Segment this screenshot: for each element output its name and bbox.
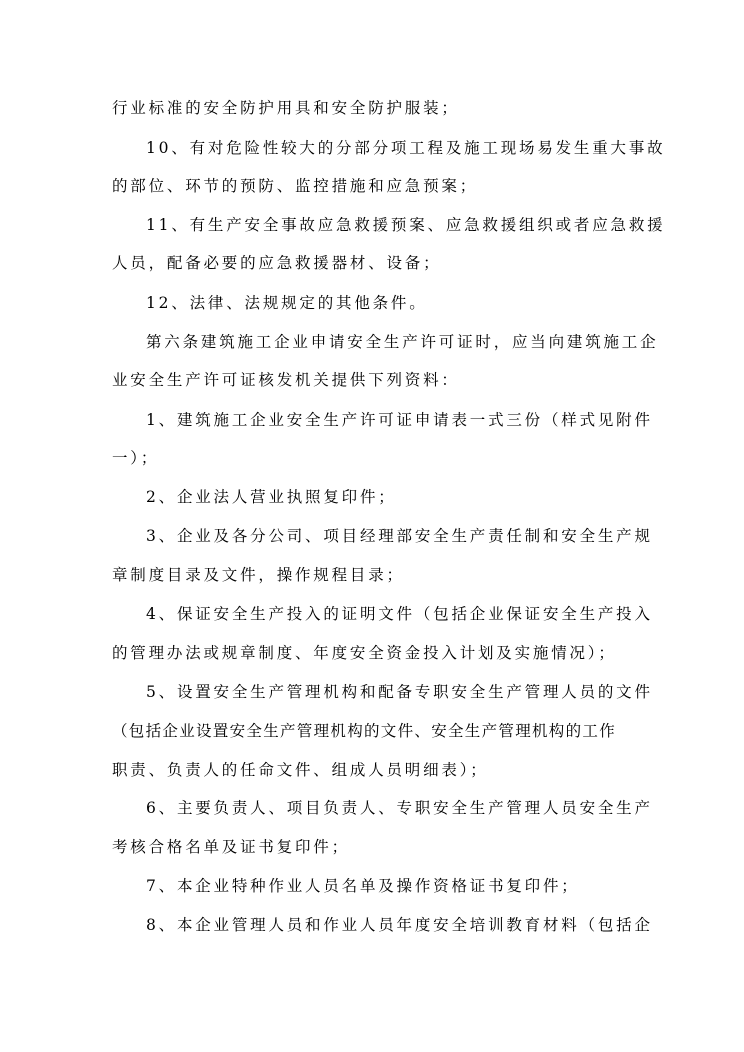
text-line: 人员，配备必要的应急救援器材、设备； — [112, 254, 442, 272]
text-line: （包括企业设置安全生产管理机构的文件、安全生产管理机构的工作 — [112, 722, 617, 740]
text-line: 8、本企业管理人员和作业人员年度安全培训教育材料（包括企 — [146, 916, 653, 934]
text-line: 一）； — [112, 449, 160, 467]
text-line: 2、企业法人营业执照复印件； — [146, 488, 397, 506]
text-line: 6、主要负责人、项目负责人、专职安全生产管理人员安全生产 — [146, 799, 653, 817]
text-line: 11、有生产安全事故应急救援预案、应急救援组织或者应急救援 — [146, 216, 666, 234]
text-line: 行业标准的安全防护用具和安全防护服装； — [112, 99, 460, 117]
text-line: 考核合格名单及证书复印件； — [112, 838, 350, 856]
text-line: 的管理办法或规章制度、年度安全资金投入计划及实施情况）； — [112, 644, 617, 662]
text-line: 3、企业及各分公司、项目经理部安全生产责任制和安全生产规 — [146, 527, 653, 545]
text-line: 7、本企业特种作业人员名单及操作资格证书复印件； — [146, 877, 580, 895]
text-line: 4、保证安全生产投入的证明文件（包括企业保证安全生产投入 — [146, 605, 653, 623]
text-line: 业安全生产许可证核发机关提供下列资料： — [112, 371, 460, 389]
text-line: 章制度目录及文件，操作规程目录； — [112, 566, 405, 584]
text-line: 第六条建筑施工企业申请安全生产许可证时，应当向建筑施工企 — [146, 333, 659, 351]
text-line: 职责、负责人的任命文件、组成人员明细表）； — [112, 761, 489, 779]
text-line: 5、设置安全生产管理机构和配备专职安全生产管理人员的文件 — [146, 683, 653, 701]
text-line: 1、建筑施工企业安全生产许可证申请表一式三份（样式见附件 — [146, 411, 653, 429]
text-line: 10、有对危险性较大的分部分项工程及施工现场易发生重大事故 — [146, 139, 666, 157]
text-line: 的部位、环节的预防、监控措施和应急预案； — [112, 177, 479, 195]
text-line: 12、法律、法规规定的其他条件。 — [146, 294, 428, 312]
